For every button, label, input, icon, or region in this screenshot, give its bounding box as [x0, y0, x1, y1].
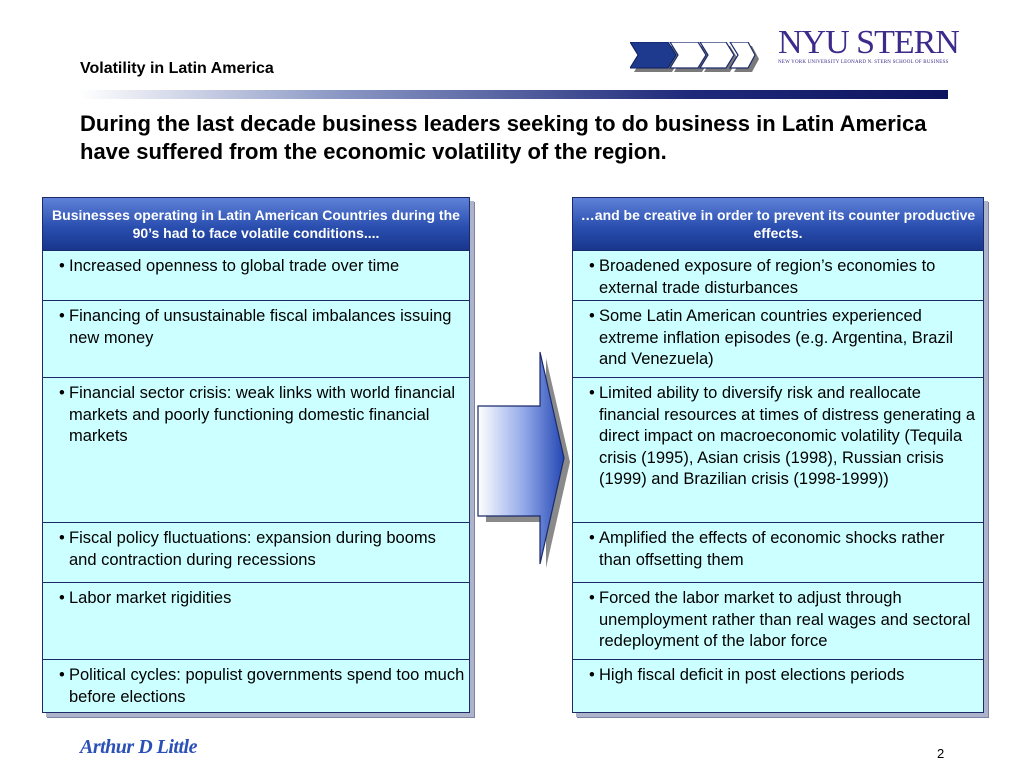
header-divider-bar: [80, 90, 948, 99]
left-panel-header: Businesses operating in Latin American Countries during the 90’s had to face volatile conditions....: [43, 198, 469, 251]
right-panel-header: …and be creative in order to prevent its counter productive effects.: [573, 198, 983, 251]
right-item-text: Forced the labor market to adjust through unemployment rather than real wages and sectoral redeployment of the labor force: [599, 589, 971, 650]
arthur-d-little-logo: Arthur D Little: [80, 736, 197, 758]
left-item-text: Labor market rigidities: [69, 589, 232, 607]
right-row: • Amplified the effects of economic shocks rather than offsetting them: [573, 523, 983, 583]
left-item-text: Financial sector crisis: weak links with world financial markets and poorly functioning domestic financial markets: [69, 384, 456, 445]
right-item-text: High fiscal deficit in post elections periods: [599, 666, 905, 684]
right-item-text: Some Latin American countries experienced extreme inflation episodes (e.g. Argentina, Brazil and Venezuela): [599, 307, 954, 368]
left-item-text: Financing of unsustainable fiscal imbalances issuing new money: [69, 307, 452, 347]
left-item-text: Political cycles: populist governments spend too much before elections: [69, 666, 465, 706]
nyu-stern-logo: [772, 22, 959, 68]
section-title: Volatility in Latin America: [80, 60, 274, 77]
right-item-text: Amplified the effects of economic shocks rather than offsetting them: [599, 529, 945, 569]
right-row: • Forced the labor market to adjust through unemployment rather than real wages and sectoral redeployment of the labor force: [573, 583, 983, 660]
right-item-text: Broadened exposure of region’s economies to external trade disturbances: [599, 257, 936, 297]
right-row: • Broadened exposure of region’s economies to external trade disturbances: [573, 251, 983, 301]
left-item-text: Fiscal policy fluctuations: expansion during booms and contraction during recessions: [69, 529, 436, 569]
left-panel: [42, 197, 470, 713]
logo-tagline: NEW YORK UNIVERSITY LEONARD N. STERN SCHOOL OF BUSINESS: [778, 60, 949, 65]
left-row: • Increased openness to global trade over time: [43, 251, 469, 301]
left-row: • Fiscal policy fluctuations: expansion during booms and contraction during recessions: [43, 523, 469, 583]
left-row: • Financial sector crisis: weak links with world financial markets and poorly functioning domestic financial markets: [43, 378, 469, 523]
right-panel: [572, 197, 984, 713]
right-item-text: Limited ability to diversify risk and reallocate financial resources at times of distress generating a direct impact on macroeconomic volatility (Tequila crisis (1995), Asian crisis (1998), Russian crisis (1999) and Brazilian crisis (1998-1999)): [599, 384, 976, 488]
left-row: • Financing of unsustainable fiscal imbalances issuing new money: [43, 301, 469, 378]
right-row: • High fiscal deficit in post elections periods: [573, 660, 983, 712]
page-number: 2: [937, 746, 945, 761]
left-row: • Labor market rigidities: [43, 583, 469, 660]
left-item-text: Increased openness to global trade over time: [69, 257, 400, 275]
left-row: • Political cycles: populist governments spend too much before elections: [43, 660, 469, 712]
right-row: • Some Latin American countries experienced extreme inflation episodes (e.g. Argentina, Brazil and Venezuela): [573, 301, 983, 378]
right-arrow-icon: [474, 350, 574, 575]
chevron-progress-icon: [630, 42, 760, 72]
right-row: • Limited ability to diversify risk and reallocate financial resources at times of distress generating a direct impact on macroeconomic volatility (Tequila crisis (1995), Asian crisis (1998), Russian crisis (1999) and Brazilian crisis (1998-1999)): [573, 378, 983, 523]
headline: During the last decade business leaders seeking to do business in Latin America have suffered from the economic volatility of the region.: [80, 111, 927, 164]
logo-wordmark: NYU STERN: [778, 24, 959, 61]
